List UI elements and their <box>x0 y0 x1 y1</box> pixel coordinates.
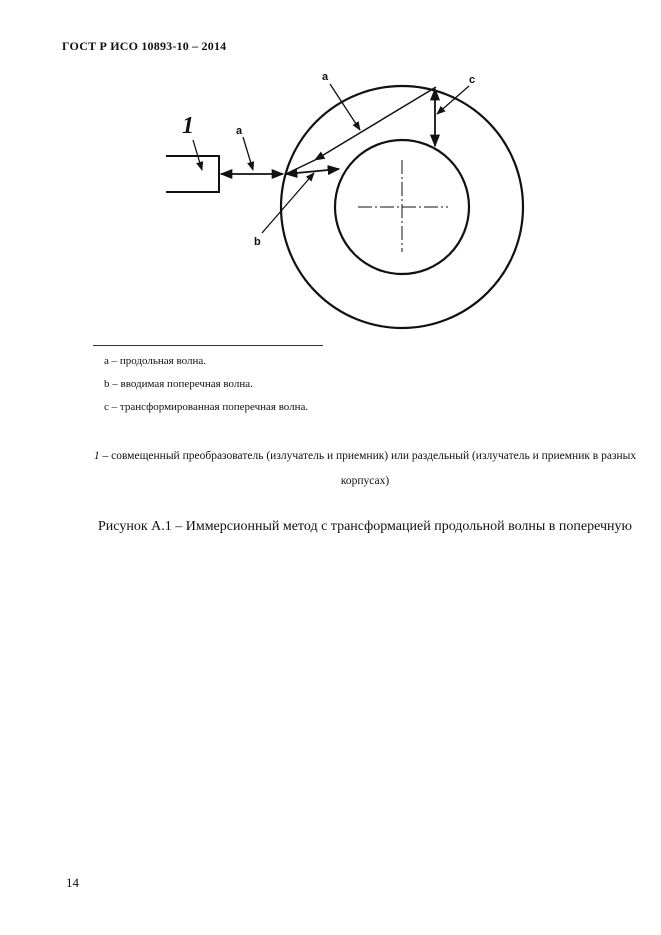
legend-item-c: c – трансформированная поперечная волна. <box>104 401 309 413</box>
label-b: b <box>254 236 261 248</box>
label-c: c <box>469 74 476 86</box>
figure-caption: Рисунок А.1 – Иммерсионный метод с трансформацией продольной волны в поперечную <box>98 519 632 534</box>
leader-a-left <box>243 137 253 170</box>
leader-b <box>262 173 314 233</box>
note-number: 1 <box>93 450 100 462</box>
note-text: – совмещенный преобразователь (излучатель и приемник) или раздельный (излучатель и приемник в разных корпусах) <box>99 450 637 487</box>
label-a-left: a <box>236 125 243 137</box>
transducer-body <box>166 156 219 192</box>
footnote-rule <box>93 345 323 346</box>
document-header: ГОСТ Р ИСО 10893-10 – 2014 <box>62 39 227 53</box>
leader-c <box>437 86 469 114</box>
legend-item-a: a – продольная волна. <box>104 355 206 367</box>
longitudinal-wave-wall <box>315 87 436 160</box>
label-a-top: a <box>322 71 329 83</box>
figure-note <box>90 444 640 494</box>
immersion-method-diagram <box>0 0 661 340</box>
legend-item-b: b – вводимая поперечная волна. <box>104 378 253 390</box>
page-number: 14 <box>66 875 79 890</box>
label-item-1: 1 <box>182 113 194 139</box>
